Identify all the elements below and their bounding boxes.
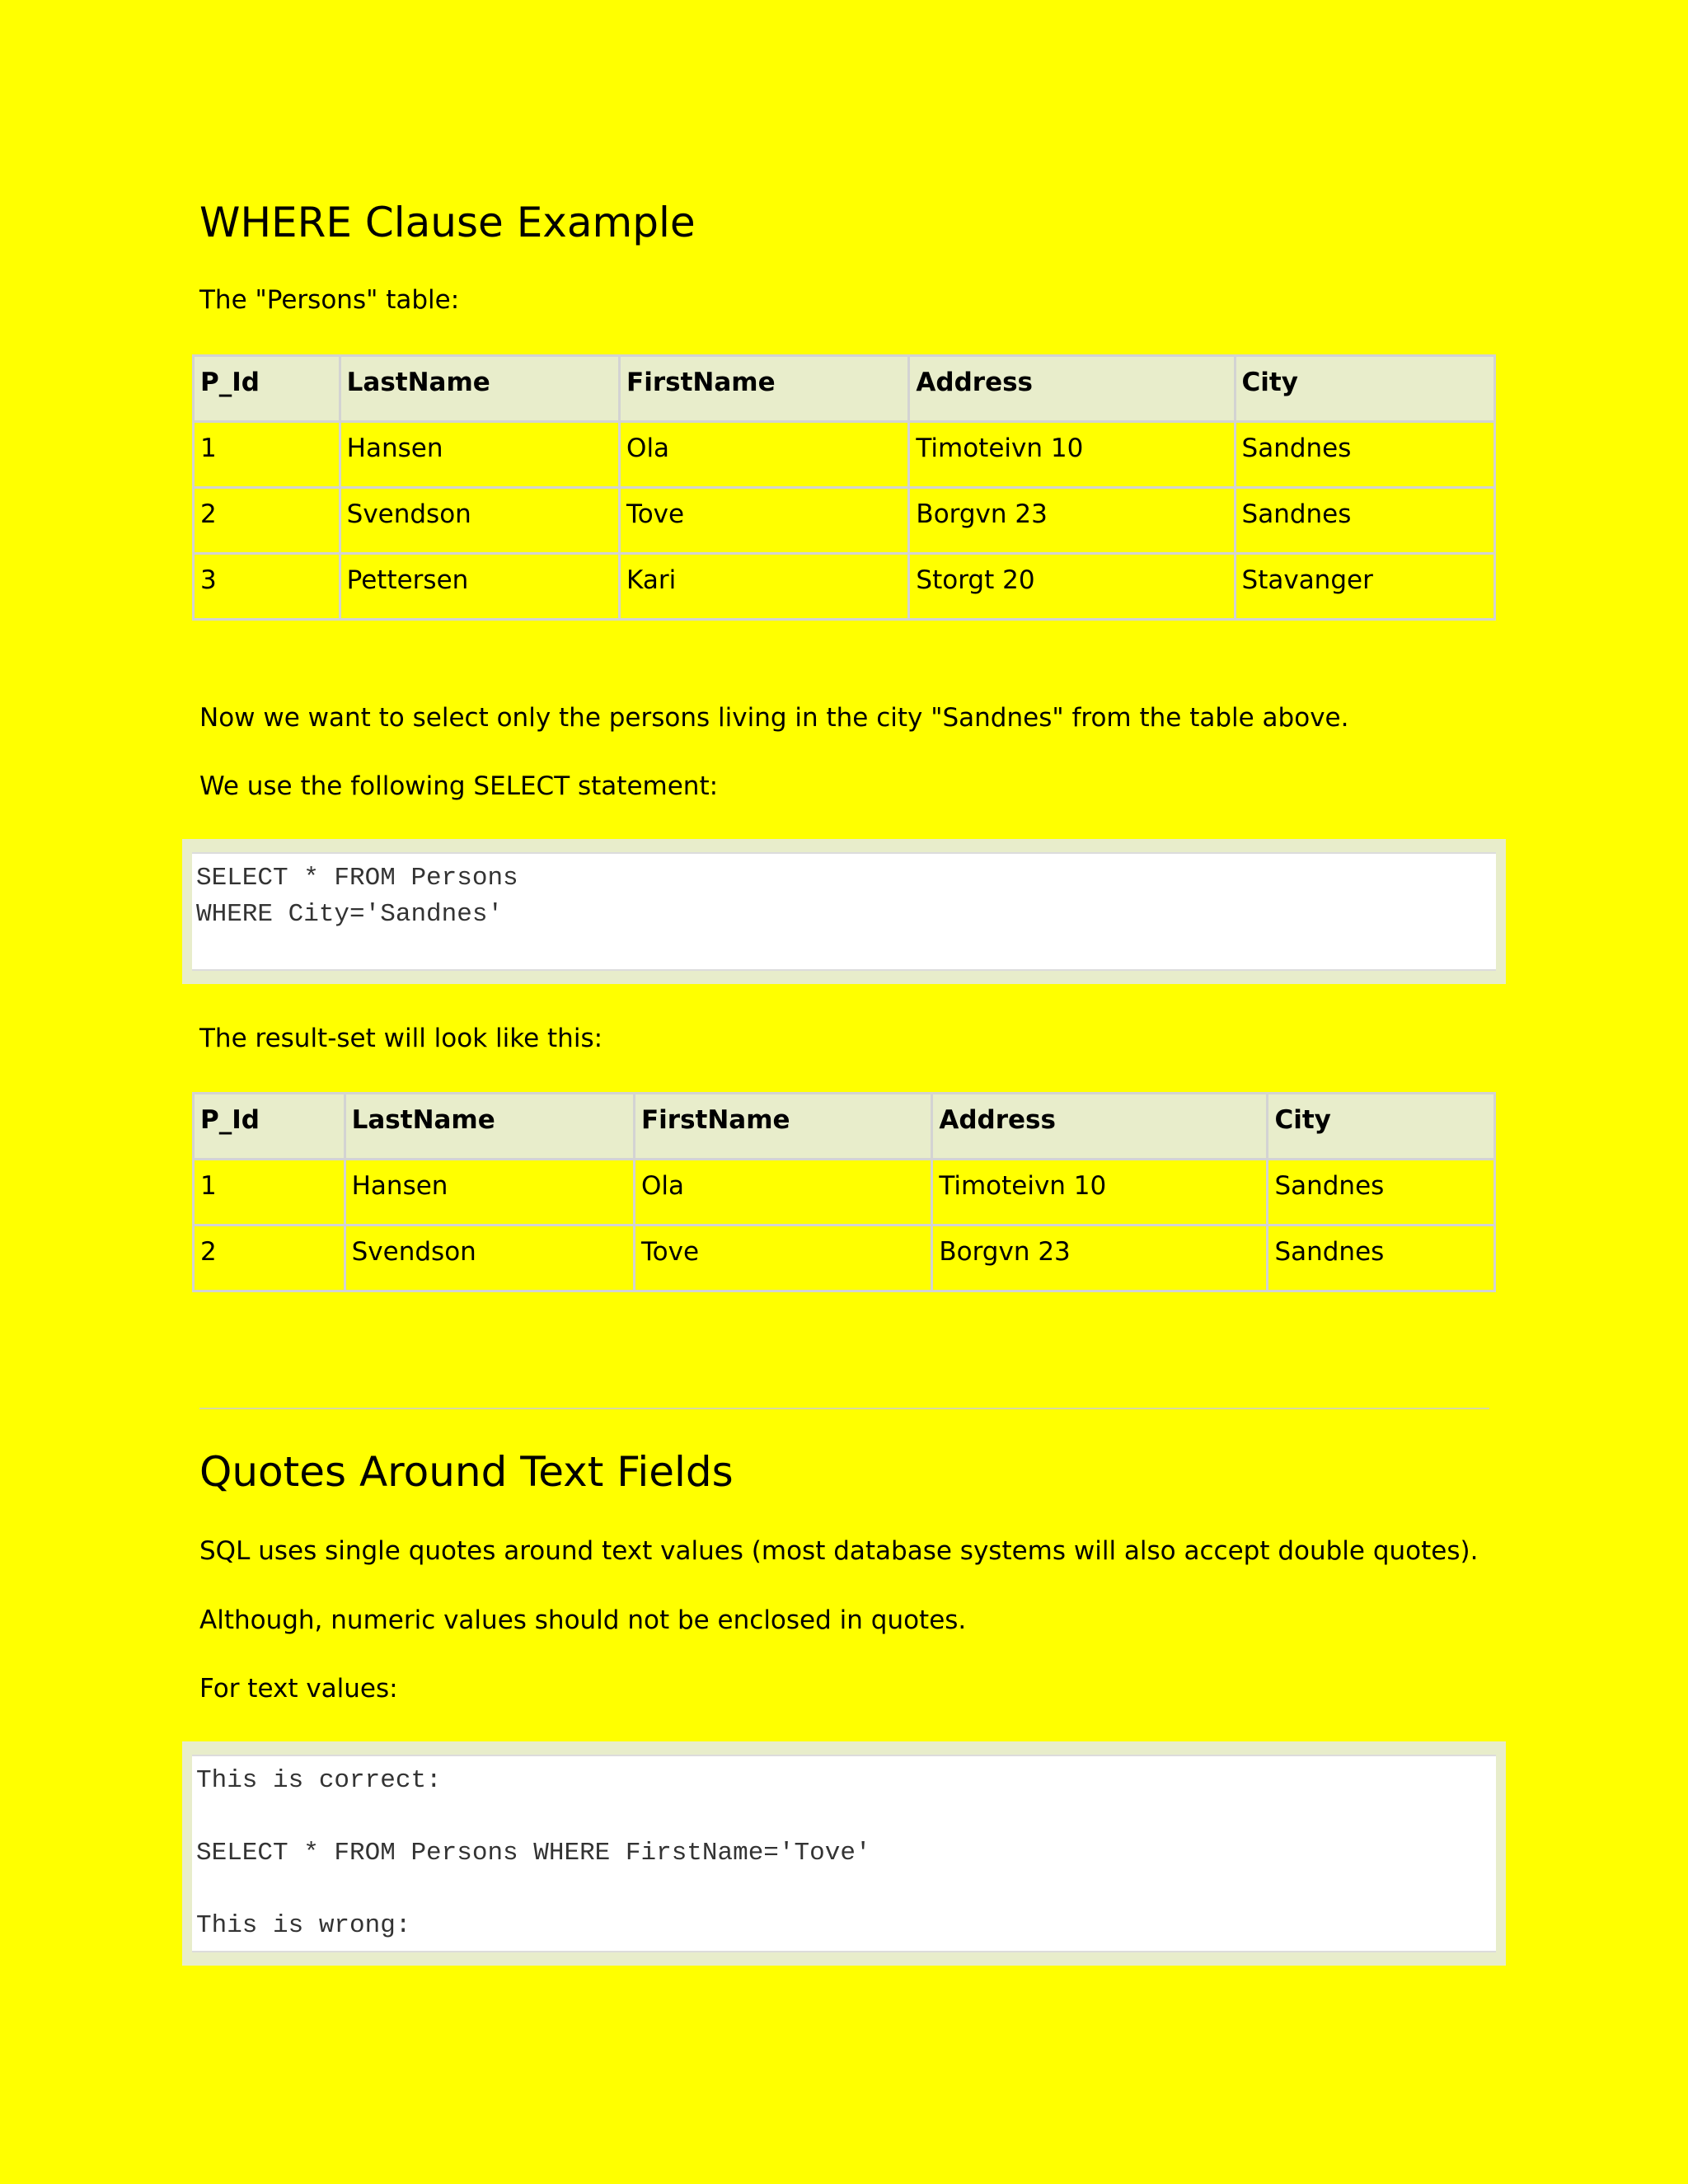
table-cell: Ola (620, 422, 909, 488)
table-cell: Sandnes (1268, 1226, 1495, 1291)
section-heading-where-clause: WHERE Clause Example (199, 199, 696, 246)
code-line: SELECT * FROM Persons WHERE FirstName='Tove' (196, 1839, 871, 1868)
table-cell: Timoteivn 10 (909, 422, 1235, 488)
result-set-intro: The result-set will look like this: (199, 1024, 603, 1053)
column-header-city: City (1268, 1094, 1495, 1160)
quotes-code-box (192, 1755, 1496, 1952)
table-cell: Storgt 20 (909, 554, 1235, 620)
select-description: Now we want to select only the persons living in the city "Sandnes" from the table above. (199, 703, 1349, 733)
section-heading-quotes: Quotes Around Text Fields (199, 1448, 734, 1496)
code-example-box (192, 852, 1496, 971)
table-cell: Sandnes (1268, 1160, 1495, 1226)
table-row (194, 554, 1495, 620)
table-cell: 1 (194, 422, 340, 488)
table-header-row (194, 1094, 1495, 1160)
quotes-code-frame (182, 1741, 1506, 1966)
persons-table (192, 354, 1496, 621)
table-cell: Tove (620, 488, 909, 554)
column-header-firstname: FirstName (635, 1094, 932, 1160)
code-line: This is correct: (196, 1766, 442, 1795)
select-statement-intro: We use the following SELECT statement: (199, 771, 719, 801)
table-cell: Kari (620, 554, 909, 620)
numeric-values-note: Although, numeric values should not be enclosed in quotes. (199, 1605, 967, 1635)
table-cell: Tove (635, 1226, 932, 1291)
table-cell: Borgvn 23 (932, 1226, 1268, 1291)
table-cell: Ola (635, 1160, 932, 1226)
table-cell: Stavanger (1235, 554, 1494, 620)
code-line: WHERE City='Sandnes' (196, 900, 504, 929)
section-divider (199, 1408, 1489, 1409)
text-values-label: For text values: (199, 1674, 398, 1704)
table-cell: 2 (194, 488, 340, 554)
table-cell: 2 (194, 1226, 345, 1291)
result-set-table (192, 1092, 1496, 1292)
table-cell: Borgvn 23 (909, 488, 1235, 554)
code-line: This is wrong: (196, 1911, 411, 1940)
code-example-frame (182, 839, 1506, 984)
column-header-address: Address (909, 356, 1235, 422)
column-header-address: Address (932, 1094, 1268, 1160)
column-header-firstname: FirstName (620, 356, 909, 422)
table-cell: 3 (194, 554, 340, 620)
column-header-lastname: LastName (340, 356, 619, 422)
table-cell: Timoteivn 10 (932, 1160, 1268, 1226)
table-cell: Pettersen (340, 554, 619, 620)
table-cell: Sandnes (1235, 488, 1494, 554)
quotes-description: SQL uses single quotes around text values (most database systems will also accept double quotes). (199, 1536, 1479, 1566)
code-line: SELECT * FROM Persons (196, 864, 518, 893)
table-cell: Hansen (340, 422, 619, 488)
table-row (194, 488, 1495, 554)
table-row (194, 422, 1495, 488)
persons-table-intro: The "Persons" table: (199, 285, 460, 315)
column-header-lastname: LastName (345, 1094, 634, 1160)
table-cell: Sandnes (1235, 422, 1494, 488)
table-cell: Svendson (345, 1226, 634, 1291)
table-cell: 1 (194, 1160, 345, 1226)
table-cell: Hansen (345, 1160, 634, 1226)
column-header-p-id: P_Id (194, 356, 340, 422)
column-header-p-id: P_Id (194, 1094, 345, 1160)
table-header-row (194, 356, 1495, 422)
table-cell: Svendson (340, 488, 619, 554)
column-header-city: City (1235, 356, 1494, 422)
table-row (194, 1226, 1495, 1291)
table-row (194, 1160, 1495, 1226)
